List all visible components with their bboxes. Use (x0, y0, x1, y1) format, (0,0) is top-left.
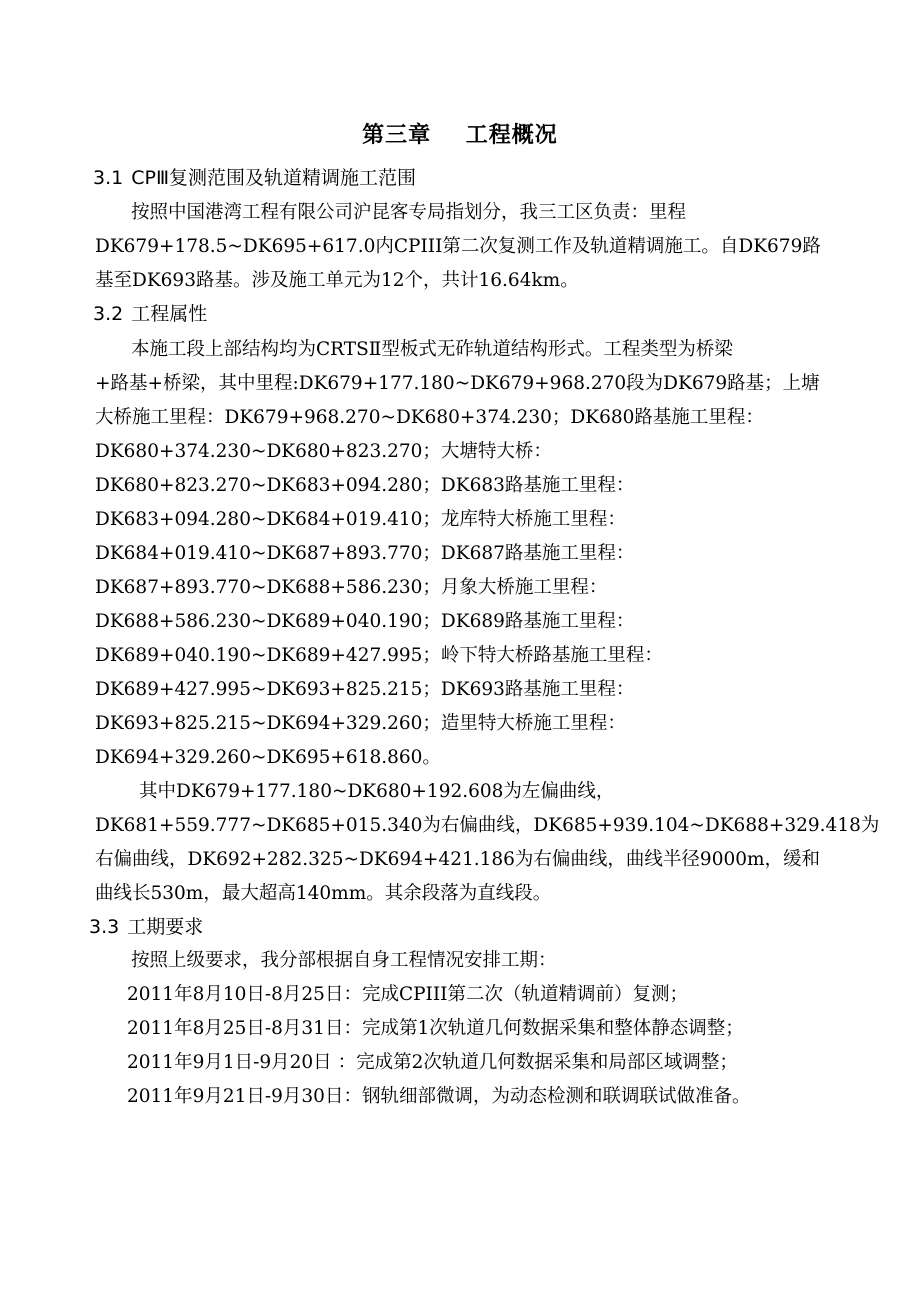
schedule-line: 2011年9月1日-9月20日 ：完成第2次轨道几何数据采集和局部区域调整； (127, 1052, 738, 1073)
section-heading-3-1 (93, 165, 416, 191)
paragraph-line: 其中DK679+177.180~DK680+192.608为左偏曲线， (139, 781, 615, 802)
paragraph-line: DK694+329.260~DK695+618.860。 (95, 747, 441, 768)
paragraph-line: 按照中国港湾工程有限公司沪昆客专局指划分，我三工区负责：里程 (131, 202, 687, 223)
paragraph-line: DK689+040.190~DK689+427.995；岭下特大桥路基施工里程： (95, 645, 663, 666)
section-title: CPⅢ复测范围及轨道精调施工范围 (131, 167, 417, 189)
schedule-line: 2011年8月25日-8月31日：完成第1次轨道几何数据采集和整体静态调整； (127, 1018, 744, 1039)
section-number: 3.2 (93, 303, 124, 325)
paragraph-line: DK684+019.410~DK687+893.770；DK687路基施工里程： (95, 543, 635, 564)
schedule-line: 2011年9月21日-9月30日：钢轨细部微调，为动态检测和联调联试做准备。 (127, 1086, 751, 1107)
paragraph-line: 曲线长530m，最大超高140mm。其余段落为直线段。 (95, 883, 552, 904)
paragraph-line: 大桥施工里程：DK679+968.270~DK680+374.230；DK680路基施工里程： (95, 407, 764, 428)
paragraph-line: DK683+094.280~DK684+019.410；龙库特大桥施工里程： (95, 509, 626, 530)
chapter-title: 第三章 工程概况 (362, 123, 558, 148)
paragraph-line: DK680+374.230~DK680+823.270；大塘特大桥： (95, 441, 552, 462)
paragraph-line: DK681+559.777~DK685+015.340为右偏曲线，DK685+939.104~DK688+329.418为 (95, 815, 880, 836)
section-heading-3-2 (93, 301, 207, 327)
paragraph-line: DK680+823.270~DK683+094.280；DK683路基施工里程： (95, 475, 635, 496)
section-title: 工期要求 (127, 916, 204, 938)
section-heading-3-3 (89, 914, 203, 940)
paragraph-line: 本施工段上部结构均为CRTSⅡ型板式无砟轨道结构形式。工程类型为桥梁 (131, 339, 733, 360)
paragraph-line: DK687+893.770~DK688+586.230；月象大桥施工里程： (95, 577, 608, 598)
paragraph-line: 按照上级要求，我分部根据自身工程情况安排工期： (131, 950, 557, 971)
paragraph-line: DK679+178.5~DK695+617.0内CPIII第二次复测工作及轨道精调施工。自DK679路 (95, 236, 821, 257)
paragraph-line: DK693+825.215~DK694+329.260；造里特大桥施工里程： (95, 713, 626, 734)
paragraph-line: 右偏曲线，DK692+282.325~DK694+421.186为右偏曲线，曲线半径9000m，缓和 (95, 849, 821, 870)
section-number: 3.3 (89, 916, 120, 938)
section-number: 3.1 (93, 167, 124, 189)
paragraph-line: 基至DK693路基。涉及施工单元为12个，共计16.64km。 (95, 270, 579, 291)
paragraph-line: +路基+桥梁，其中里程:DK679+177.180~DK679+968.270段为DK679路基；上塘 (95, 373, 820, 394)
schedule-line: 2011年8月10日-8月25日：完成CPIII第二次（轨道精调前）复测； (127, 984, 688, 1005)
paragraph-line: DK688+586.230~DK689+040.190；DK689路基施工里程： (95, 611, 635, 632)
section-title: 工程属性 (131, 303, 208, 325)
paragraph-line: DK689+427.995~DK693+825.215；DK693路基施工里程： (95, 679, 635, 700)
